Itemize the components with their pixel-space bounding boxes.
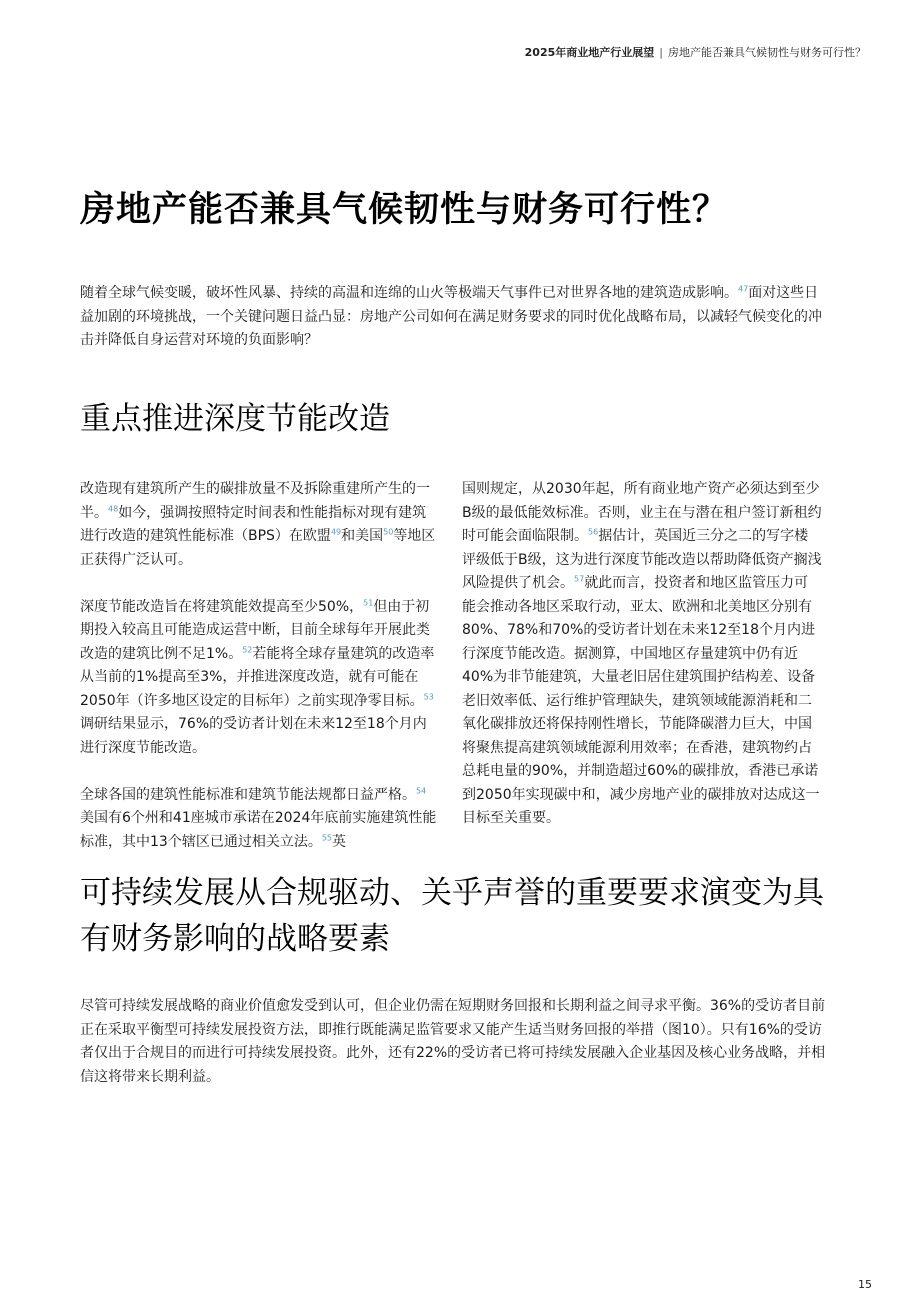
footnote-ref-50: 50 bbox=[383, 527, 394, 537]
page-title: 房地产能否兼具气候韧性与财务可行性？ bbox=[80, 190, 729, 230]
running-header bbox=[525, 44, 866, 60]
header-section-title: 房地产能否兼具气候韧性与财务可行性？ bbox=[668, 46, 866, 59]
header-separator: | bbox=[659, 46, 663, 59]
text-run: 国则规定，从2030年起，所有商业地产资产必须达到至少B级的最低能效标准。否则，业主在与潜在租户签订新租约时可能会面临限制。 bbox=[462, 481, 822, 544]
footnote-ref-49: 49 bbox=[330, 527, 342, 537]
retrofit-paragraph-2 bbox=[80, 596, 440, 761]
retrofit-paragraph-1 bbox=[80, 478, 440, 572]
text-run: 和美国 bbox=[341, 528, 384, 544]
page-number: 15 bbox=[858, 1278, 872, 1291]
text-run: 英 bbox=[332, 833, 347, 850]
footnote-ref-57: 57 bbox=[574, 574, 585, 584]
footnote-ref-52: 52 bbox=[242, 644, 253, 654]
text-run: 改造现有建筑所产生的碳排放量不及拆除重建所产生的一半。 bbox=[80, 481, 430, 521]
footnote-ref-56: 56 bbox=[588, 527, 599, 537]
left-column bbox=[80, 478, 440, 878]
footnote-ref-51: 51 bbox=[363, 597, 374, 607]
text-run: 如今，强调按照特定时间表和性能指标对现有建筑进行改造的建筑性能标准（BPS）在欧盟 bbox=[80, 504, 427, 544]
text-run: 若能将全球存量建筑的改造率从当前的1%提高至3%，并推进深度改造，就有可能在2050年（许多地区设定的目标年）之前实现净零目标。 bbox=[80, 645, 435, 709]
retrofit-paragraph-3 bbox=[80, 784, 440, 855]
footnote-ref-53: 53 bbox=[423, 691, 434, 701]
report-title: 2025年商业地产行业展望 bbox=[524, 46, 655, 59]
footnote-ref-54: 54 bbox=[416, 785, 427, 795]
text-run: 据估计，英国近三分之二的写字楼评级低于B级，这为进行深度节能改造以帮助降低资产搁浅风险提供了机会。 bbox=[462, 528, 822, 591]
intro-text-1: 随着全球气候变暖，破坏性风暴、持续的高温和连绵的山火等极端天气事件已对世界各地的建筑造成影响。 bbox=[80, 285, 738, 301]
intro-text-2: 面对这些日益加剧的环境挑战，一个关键问题日益凸显：房地产公司如何在满足财务要求的同时优化战略布局，以减轻气候变化的冲击并降低自身运营对环境的负面影响？ bbox=[80, 285, 822, 348]
section-heading-deep-retrofit: 重点推进深度节能改造 bbox=[80, 401, 390, 437]
text-run: 等地区正获得广泛认可。 bbox=[80, 528, 436, 568]
section-heading-sustainability-strategy: 可持续发展从合规驱动、关乎声誉的重要要求演变为具有财务影响的战略要素 bbox=[80, 875, 824, 957]
retrofit-paragraph-4 bbox=[462, 478, 822, 831]
sustainability-paragraph: 尽管可持续发展战略的商业价值愈发受到认可，但企业仍需在短期财务回报和长期利益之间寻求平衡。36%的受访者目前正在采取平衡型可持续发展投资方法，即推行既能满足监管要求又能产生适当财务回报的举措（图10）。只有16%的受访者仅出于合规目的而进行可持续发展投资。此外，还有22%的受访者已将可持续发展融入企业基因及核心业务战略，并相信这将带来长期利益。 bbox=[80, 998, 826, 1085]
right-column bbox=[462, 478, 822, 854]
text-run: 但由于初期投入较高且可能造成运营中断，目前全球每年开展此类改造的建筑比例不足1%。 bbox=[80, 598, 430, 662]
footnote-ref-55: 55 bbox=[321, 832, 333, 842]
footnote-ref-47: 47 bbox=[738, 284, 749, 294]
text-run: 深度节能改造旨在将建筑能效提高至少50%， bbox=[80, 598, 364, 615]
text-run: 美国有6个州和41座城市承诺在2024年底前实施建筑性能标准，其中13个辖区已通过相关立法。 bbox=[80, 810, 437, 850]
text-run: 全球各国的建筑性能标准和建筑节能法规都日益严格。 bbox=[80, 786, 416, 803]
footnote-ref-48: 48 bbox=[108, 503, 119, 513]
text-run: 就此而言，投资者和地区监管压力可能会推动各地区采取行动，亚太、欧洲和北美地区分别有80%、78%和70%的受访者计划在未来12至18个月内进行深度节能改造。据测算，中国地区存量建筑中仍有近40%为非节能建筑，大量老旧居住建筑围护结构差、设备老旧效率低、运行维护管理缺失，建筑领域能源消耗和二氧化碳排放还将保持刚性增长，节能降碳潜力巨大，中国将聚焦提高建筑领域能源利用效率；在香港，建筑物约占总耗电量的90%，并制造超过60%的碳排放，香港已承诺到2050年实现碳中和，减少房地产业的碳排放对达成这一目标至关重要。 bbox=[462, 575, 820, 826]
text-run: 调研结果显示，76%的受访者计划在未来12至18个月内进行深度节能改造。 bbox=[80, 716, 427, 756]
intro-paragraph bbox=[80, 282, 832, 353]
